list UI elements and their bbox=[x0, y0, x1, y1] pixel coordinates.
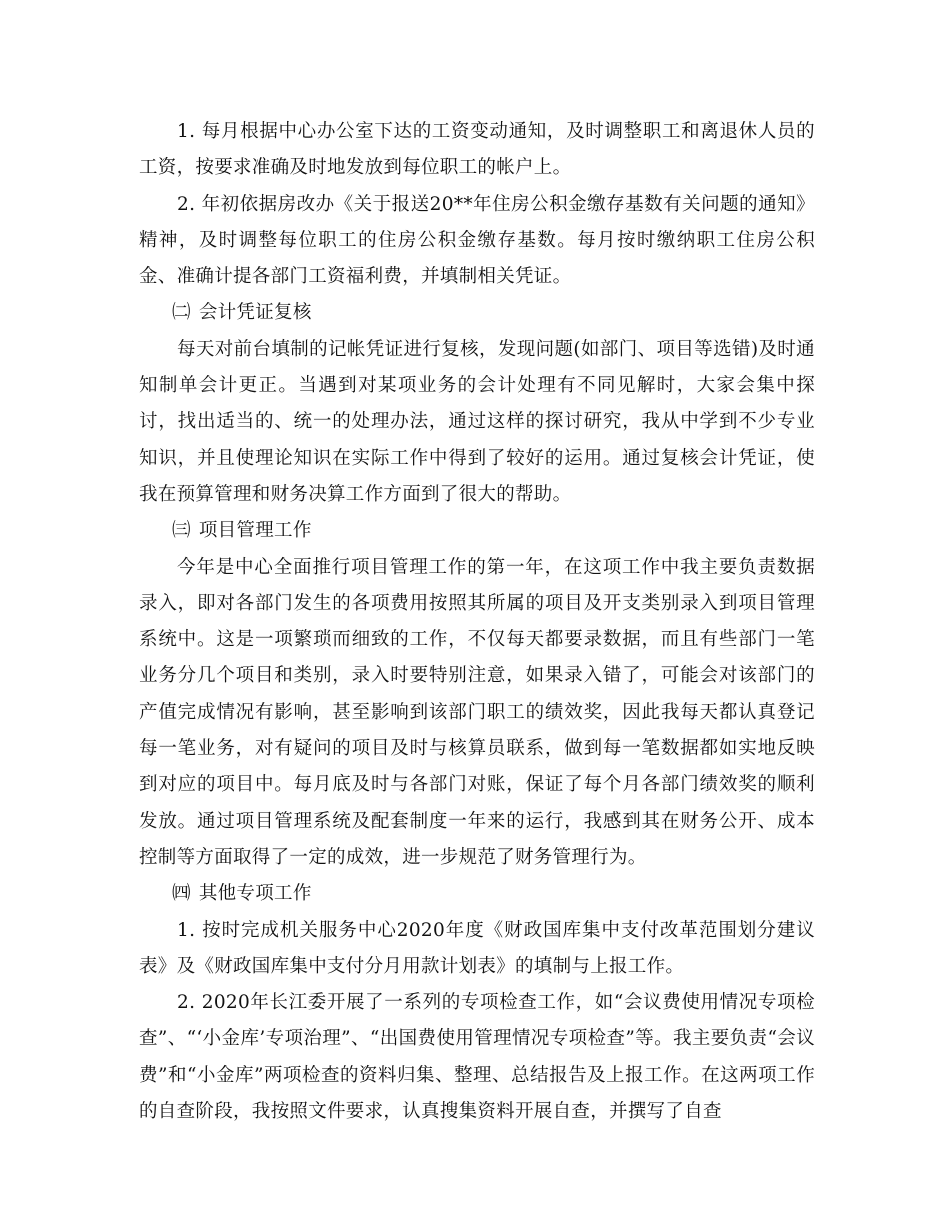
section-title: 其他专项工作 bbox=[198, 883, 312, 905]
paragraph: 每天对前台填制的记帐凭证进行复核，发现问题(如部门、项目等选错)及时通知制单会计更正。当遇到对某项业务的会计处理有不同见解时，大家会集中探讨，找出适当的、统一的处理办法，通过这样的探讨研究，我从中学到不少专业知识，并且使理论知识在实际工作中得到了较好的运用。通过复核会计凭证，使我在预算管理和财务决算工作方面到了很大的帮助。 bbox=[139, 338, 815, 505]
document-body bbox=[139, 114, 815, 1130]
paragraph: 1. 每月根据中心办公室下达的工资变动通知，及时调整职工和离退休人员的工资，按要求准确及时地发放到每位职工的帐户上。 bbox=[139, 121, 815, 179]
section-number: ㈣ bbox=[172, 883, 191, 905]
paragraph: 今年是中心全面推行项目管理工作的第一年，在这项工作中我主要负责数据录入，即对各部门发生的各项费用按照其所属的项目及开支类别录入到项目管理系统中。这是一项繁琐而细致的工作，不仅每天都要录数据，而且有些部门一笔业务分几个项目和类别，录入时要特别注意，如果录入错了，可能会对该部门的产值完成情况有影响，甚至影响到该部门职工的绩效奖，因此我每天都认真登记每一笔业务，对有疑问的项目及时与核算员联系，做到每一笔数据都如实地反映到对应的项目中。每月底及时与各部门对账，保证了每个月各部门绩效奖的顺利发放。通过项目管理系统及配套制度一年来的运行，我感到其在财务公开、成本控制等方面取得了一定的成效，进一步规范了财务管理行为。 bbox=[139, 556, 815, 868]
section-heading bbox=[139, 513, 815, 549]
paragraph: 2. 2020年长江委开展了一系列的专项检查工作，如“会议费使用情况专项检查”、“‘小金库’专项治理”、“出国费使用管理情况专项检查”等。我主要负责“会议费”和“小金库”两项检查的资料归集、整理、总结报告及上报工作。在这两项工作的自查阶段，我按照文件要求，认真搜集资料开展自查，并撰写了自查 bbox=[139, 992, 815, 1123]
section-number: ㈡ bbox=[172, 302, 191, 324]
paragraph: 1. 按时完成机关服务中心2020年度《财政国库集中支付改革范围划分建议表》及《财政国库集中支付分月用款计划表》的填制与上报工作。 bbox=[139, 919, 815, 977]
section-title: 项目管理工作 bbox=[198, 520, 312, 542]
section-heading bbox=[139, 295, 815, 331]
paragraph: 2. 年初依据房改办《关于报送20**年住房公积金缴存基数有关问题的通知》精神，及时调整每位职工的住房公积金缴存基数。每月按时缴纳职工住房公积金、准确计提各部门工资福利费，并填制相关凭证。 bbox=[139, 193, 815, 288]
section-heading bbox=[139, 876, 815, 912]
section-title: 会计凭证复核 bbox=[198, 302, 312, 324]
section-number: ㈢ bbox=[172, 520, 191, 542]
